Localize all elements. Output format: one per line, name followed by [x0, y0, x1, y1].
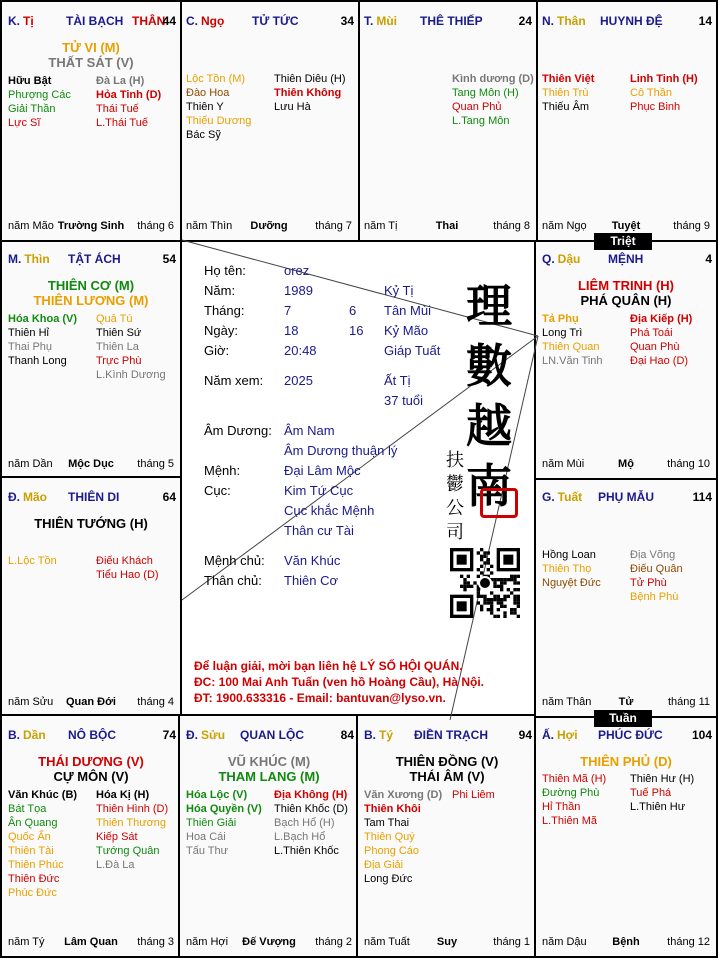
minor-star: Long Trì [542, 327, 583, 339]
ngay-duong: 18 [284, 323, 299, 338]
minor-star: Đà La (H) [96, 75, 145, 87]
can-label: Ấ. [542, 728, 554, 742]
footer-state: Lâm Quan [64, 936, 118, 948]
minor-star: Hóa Quyền (V) [186, 803, 262, 815]
minor-star: Phá Toái [630, 327, 673, 339]
contact-line-3: ĐT: 1900.633316 - Email: bantuvan@lyso.vn. [194, 691, 446, 705]
footer-nam: năm Tuất [364, 936, 410, 948]
nam-xem-am: Ất Tị [384, 373, 411, 388]
footer-thang: tháng 5 [137, 458, 174, 470]
ho-ten-value: orez [284, 263, 310, 278]
minor-star: Phục Binh [630, 101, 681, 113]
footer-nam: năm Tý [8, 936, 45, 948]
cuc-2: Cục khắc Mệnh [284, 503, 375, 518]
minor-star: Cô Thần [630, 87, 672, 99]
can-label: N. [542, 14, 554, 28]
minor-star: Đào Hoa [186, 87, 230, 99]
chi-label: Tý [379, 728, 394, 742]
minor-star: Thiên Phúc [8, 859, 64, 871]
minor-star: Thanh Long [8, 355, 67, 367]
main-star: LIÊM TRINH (H) [577, 278, 675, 293]
footer-thang: tháng 1 [493, 936, 530, 948]
footer-thang: tháng 7 [315, 220, 352, 232]
minor-star: LN.Văn Tinh [542, 355, 603, 367]
footer-thang: tháng 11 [667, 696, 710, 708]
minor-star: Tuế Phá [630, 787, 672, 799]
minor-star: Linh Tinh (H) [630, 73, 698, 85]
chi-label: Ngọ [201, 14, 225, 28]
minor-star: Điếu Khách [96, 555, 153, 567]
can-label: B. [8, 728, 20, 742]
gio-label: Giờ: [204, 343, 230, 358]
triet-badge: Triệt [594, 233, 652, 250]
logo-char-2: 數 [466, 339, 512, 393]
chi-label: Thân [557, 14, 586, 28]
main-star: TỬ VI (M) [62, 40, 120, 55]
minor-star: Thiên Quý [364, 831, 415, 843]
logo-small-2: 鬱 [446, 474, 464, 495]
minor-star: Thiên Quan [542, 341, 600, 353]
minor-star: Thiếu Dương [186, 115, 252, 127]
gio-value: 20:48 [284, 343, 317, 358]
footer-state: Suy [436, 936, 458, 948]
menh-value: Đại Lâm Mộc [284, 463, 361, 478]
thang-am-so: 6 [349, 303, 357, 318]
minor-star: Thiên Sứ [96, 327, 142, 339]
footer-nam: năm Thìn [186, 220, 233, 232]
footer-state: Trường Sinh [57, 220, 125, 232]
footer-thang: tháng 12 [667, 936, 710, 948]
main-star: THIÊN PHỦ (D) [580, 754, 672, 769]
minor-star: L.Bạch Hổ [274, 831, 326, 843]
minor-star: Quan Phù [630, 341, 680, 353]
logo-small-3: 公 [446, 498, 464, 519]
minor-star: Bát Tọa [8, 803, 47, 815]
footer-state: Quan Đới [66, 696, 116, 708]
can-label: C. [186, 14, 198, 28]
palace-name: QUAN LỘC [240, 728, 304, 742]
palace-name: TÀI BẠCH [66, 14, 124, 28]
minor-star: Phúc Đức [8, 887, 57, 899]
can-label: M. [8, 252, 22, 266]
minor-star: Hóa Lộc (V) [186, 789, 248, 801]
am-duong-2: Âm Dương thuận lý [284, 443, 398, 458]
palace-name: TẬT ÁCH [68, 252, 121, 266]
minor-star: L.Lộc Tồn [8, 555, 57, 567]
minor-star: Long Đức [364, 873, 413, 885]
logo-char-1: 理 [466, 279, 512, 333]
contact-line-1: Để luận giải, mời bạn liên hệ LÝ SỐ HỘI QUÁN. [194, 659, 463, 673]
minor-star: Giải Thần [8, 103, 56, 115]
minor-star: Thiên Hỉ [8, 327, 49, 339]
can-label: B. [364, 728, 376, 742]
footer-thang: tháng 10 [667, 458, 710, 470]
minor-star: Thiên Thương [96, 817, 167, 829]
palace-number: 84 [340, 728, 354, 742]
logo-small-1: 扶 [446, 450, 464, 471]
cuc-label: Cục: [204, 483, 231, 498]
palace-number: 104 [691, 728, 712, 742]
footer-nam: năm Mùi [542, 458, 585, 470]
palace-name: NÔ BỘC [68, 728, 116, 742]
minor-star: Địa Giải [364, 859, 404, 871]
cuc-1: Kim Tứ Cục [284, 483, 354, 498]
minor-star: L.Kình Dương [96, 369, 166, 381]
minor-star: Tử Phù [630, 577, 667, 589]
minor-star: Hoa Cái [186, 831, 226, 843]
menh-chu: Văn Khúc [284, 553, 341, 568]
minor-star: Hồng Loan [542, 549, 596, 561]
footer-state: Thai [435, 220, 459, 232]
minor-star: Nguyệt Đức [542, 577, 601, 589]
palace-name: HUYNH ĐỆ [600, 14, 663, 28]
footer-thang: tháng 4 [137, 696, 174, 708]
minor-star: Hóa Kị (H) [96, 789, 150, 801]
ho-ten-label: Họ tên: [204, 263, 246, 278]
minor-star: Đại Hao (D) [630, 355, 689, 367]
palace-number: 24 [518, 14, 532, 28]
minor-star: Hữu Bật [8, 75, 52, 87]
minor-star: Địa Kiếp (H) [630, 313, 693, 325]
chi-label: Hợi [557, 728, 578, 742]
minor-star: Bác Sỹ [186, 129, 221, 141]
nam-am: Kỷ Tị [384, 283, 414, 298]
minor-star: Hóa Khoa (V) [8, 313, 78, 325]
minor-star: Trực Phù [96, 355, 142, 367]
main-star: THẤT SÁT (V) [48, 55, 134, 70]
chi-label: Dần [23, 728, 46, 742]
footer-nam: năm Mão [8, 220, 54, 232]
palace-number: 74 [162, 728, 176, 742]
minor-star: Văn Xương (D) [364, 789, 443, 801]
palace-name: THIÊN DI [68, 490, 120, 504]
chi-label: Dậu [557, 252, 581, 266]
minor-star: Tam Thai [364, 817, 410, 829]
minor-star: Thiên Hư (H) [630, 773, 695, 785]
palace-number: 4 [705, 252, 712, 266]
palace-name: PHÚC ĐỨC [598, 728, 663, 742]
minor-star: Thiên Hình (D) [96, 803, 169, 815]
ngay-label: Ngày: [204, 323, 238, 338]
palace-number: 34 [340, 14, 354, 28]
minor-star: Thiên La [96, 341, 139, 353]
than-chu-label: Thân chủ: [204, 573, 262, 588]
palace-number: 14 [698, 14, 712, 28]
minor-star: Lộc Tồn (M) [186, 73, 246, 85]
minor-star: L.Thiên Mã [542, 815, 598, 827]
am-duong-label: Âm Dương: [204, 423, 272, 438]
logo-small-4: 司 [446, 522, 464, 543]
minor-star: Địa Võng [630, 549, 676, 561]
minor-star: Thái Tuế [96, 103, 139, 115]
ngay-am: Kỷ Mão [384, 323, 429, 338]
minor-star: Điếu Quân [630, 563, 683, 575]
minor-star: Hỉ Thần [542, 801, 581, 813]
footer-state: Mộ [618, 458, 634, 470]
minor-star: Quốc Ấn [8, 831, 51, 843]
can-label: T. [364, 14, 374, 28]
minor-star: L.Thiên Khốc [274, 845, 339, 857]
logo-char-4: 南 [466, 459, 512, 513]
minor-star: Thiên Y [186, 101, 224, 113]
minor-star: Quan Phủ [452, 101, 502, 113]
main-star: THÁI DƯƠNG (V) [38, 754, 144, 769]
than-chu: Thiên Cơ [284, 573, 339, 588]
minor-star: Thiên Trù [542, 87, 589, 99]
minor-star: Lực Sĩ [8, 117, 41, 129]
palace-name: PHỤ MẪU [598, 490, 654, 504]
main-star: THIÊN CƠ (M) [47, 278, 135, 293]
main-star: THIÊN ĐỒNG (V) [395, 754, 499, 769]
footer-state: Bệnh [612, 936, 640, 948]
palace-name: MỆNH [608, 252, 644, 266]
chi-label: Mão [23, 490, 47, 504]
minor-star: Tiểu Hao (D) [96, 569, 159, 581]
logo-char-3: 越 [466, 399, 512, 453]
tuan-badge: Tuần [594, 710, 652, 727]
main-star: THIÊN TƯỚNG (H) [34, 516, 148, 531]
thang-duong: 7 [284, 303, 292, 318]
can-label: K. [8, 14, 20, 28]
main-star: THAM LANG (M) [218, 769, 320, 784]
nam-xem-label: Năm xem: [204, 373, 264, 388]
footer-state: Đế Vượng [242, 936, 296, 948]
chi-label: Tị [23, 14, 34, 28]
chi-label: Tuất [557, 490, 583, 504]
footer-thang: tháng 2 [315, 936, 352, 948]
minor-star: Tướng Quân [96, 845, 160, 857]
footer-nam: năm Dậu [542, 936, 587, 948]
cuc-3: Thân cư Tài [284, 523, 354, 538]
chi-label: Thìn [24, 252, 50, 266]
can-label: Đ. [8, 490, 20, 504]
ngay-am-so: 16 [349, 323, 364, 338]
menh-label: Mệnh: [204, 463, 241, 478]
minor-star: Phi Liêm [452, 789, 495, 801]
footer-thang: tháng 6 [137, 220, 174, 232]
footer-nam: năm Tị [364, 220, 398, 232]
footer-nam: năm Ngọ [542, 220, 587, 232]
footer-state: Tử [618, 696, 634, 708]
minor-star: L.Thái Tuế [96, 117, 148, 129]
can-label: Q. [542, 252, 555, 266]
minor-star: Phong Cáo [364, 845, 420, 857]
minor-star: Bạch Hổ (H) [274, 817, 335, 829]
palace-number: 44 [162, 14, 176, 28]
minor-star: Kình dương (D) [452, 73, 534, 85]
nam-duong: 1989 [284, 283, 313, 298]
footer-thang: tháng 9 [673, 220, 710, 232]
footer-state: Tuyệt [611, 220, 641, 232]
minor-star: Văn Khúc (B) [8, 789, 78, 801]
am-duong-1: Âm Nam [284, 423, 335, 438]
minor-star: Thiên Khôi [364, 803, 421, 815]
minor-star: Thiên Đức [8, 873, 60, 885]
footer-state: Dưỡng [250, 220, 288, 232]
minor-star: Ân Quang [8, 817, 58, 829]
minor-star: Tấu Thư [186, 845, 229, 857]
footer-nam: năm Dần [8, 458, 53, 470]
chi-label: Sửu [201, 728, 226, 742]
footer-nam: năm Hợi [186, 936, 229, 948]
minor-star: Thiên Việt [542, 73, 595, 85]
qr-code-icon[interactable] [450, 548, 520, 618]
palace-number: 114 [692, 490, 712, 504]
palace-name: THÊ THIẾP [420, 14, 483, 28]
minor-star: Thiên Khốc (D) [274, 803, 348, 815]
main-star: VŨ KHÚC (M) [227, 754, 311, 769]
main-star: THÁI ÂM (V) [409, 769, 485, 784]
footer-thang: tháng 8 [493, 220, 530, 232]
minor-star: Tả Phụ [542, 313, 579, 325]
minor-star: Hỏa Tinh (D) [96, 89, 162, 101]
main-star: CỰ MÔN (V) [53, 769, 129, 784]
footer-state: Mộc Dục [68, 458, 114, 470]
main-star: THIÊN LƯƠNG (M) [33, 293, 149, 308]
can-label: G. [542, 490, 555, 504]
minor-star: Thiên Thọ [542, 563, 592, 575]
minor-star: Thiên Không [274, 87, 342, 99]
minor-star: Lưu Hà [274, 101, 311, 113]
palace-number: 94 [518, 728, 532, 742]
tuoi: 37 tuổi [384, 393, 424, 408]
nam-xem: 2025 [284, 373, 313, 388]
chi-label: Mùi [376, 14, 398, 28]
minor-star: Thiên Diêu (H) [274, 73, 346, 85]
footer-nam: năm Sửu [8, 696, 54, 708]
contact-line-2: ĐC: 100 Mai Anh Tuấn (ven hồ Hoàng Cầu), Hà Nội. [194, 675, 485, 689]
minor-star: Kiếp Sát [96, 831, 138, 843]
can-label: Đ. [186, 728, 198, 742]
palace-name: ĐIỀN TRẠCH [414, 728, 488, 742]
minor-star: Thai Phụ [8, 341, 53, 353]
menh-chu-label: Mệnh chủ: [204, 553, 265, 568]
footer-thang: tháng 3 [137, 936, 174, 948]
minor-star: Thiên Mã (H) [542, 773, 607, 785]
palace-number: 64 [162, 490, 176, 504]
minor-star: Thiếu Âm [542, 101, 590, 113]
minor-star: Địa Không (H) [274, 789, 348, 801]
minor-star: L.Thiên Hư [630, 801, 686, 813]
minor-star: L.Đà La [96, 859, 135, 871]
than-marker: THÂN [132, 14, 166, 28]
minor-star: Thiên Giải [186, 817, 237, 829]
palace-number: 54 [162, 252, 176, 266]
minor-star: Thiên Tài [8, 845, 54, 857]
gio-am: Giáp Tuất [384, 343, 441, 358]
nam-label: Năm: [204, 283, 236, 298]
minor-star: Phượng Các [8, 89, 71, 101]
thang-label: Tháng: [204, 303, 245, 318]
minor-star: Tang Môn (H) [452, 87, 519, 99]
seal-stamp [480, 488, 518, 518]
minor-star: L.Tang Môn [452, 115, 510, 127]
minor-star: Đường Phù [542, 787, 600, 799]
palace-name: TỬ TỨC [252, 14, 299, 28]
main-star: PHÁ QUÂN (H) [580, 293, 672, 308]
minor-star: Quả Tú [96, 313, 133, 325]
footer-nam: năm Thân [542, 696, 592, 708]
thang-am: Tân Mùi [384, 303, 431, 318]
minor-star: Bệnh Phù [630, 591, 679, 603]
